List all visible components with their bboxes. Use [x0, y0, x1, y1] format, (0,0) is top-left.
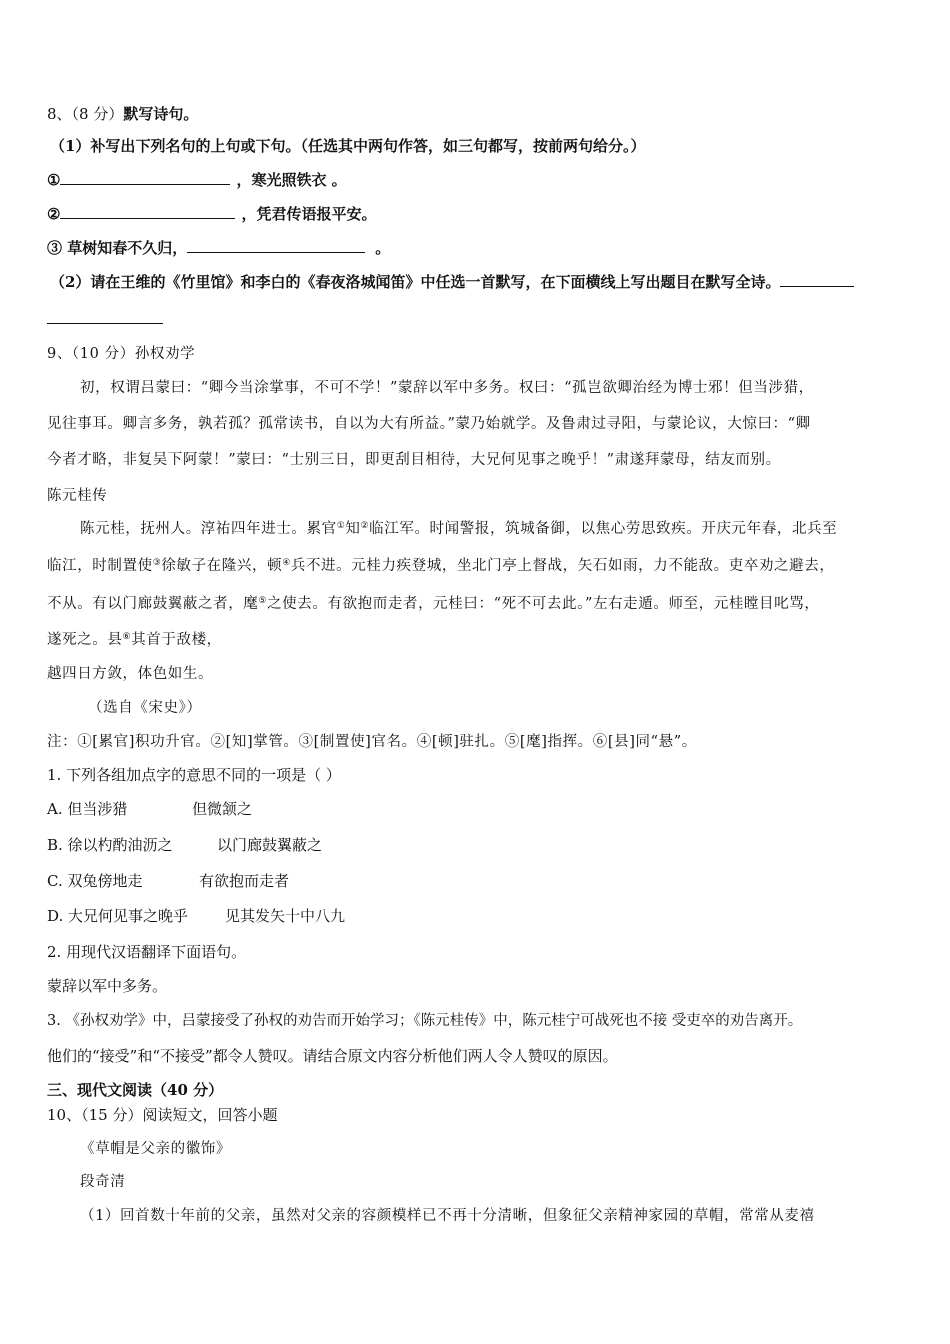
- q9-option-a[interactable]: [47, 799, 252, 819]
- option-text: 有欲抱而走者: [199, 872, 290, 890]
- q9-header: 9、（10 分）孙权劝学: [47, 346, 196, 362]
- q8-line1-text: ，寒光照铁衣 。: [236, 171, 347, 189]
- q9-sub2-sentence: 蒙辞以军中多务。: [47, 977, 168, 995]
- q8-part2-text: （2）请在王维的《竹里馆》和李白的《春夜洛城闻笛》中任选一首默写，在下面横线上写出题目在默写全诗。: [50, 273, 781, 291]
- q8-line2-text: ，凭君传语报平安。: [241, 205, 377, 223]
- q9-notes: 注：①[累官]积功升官。②[知]掌管。③[制置使]官名。④[顿]驻扎。⑤[麾]指挥。⑥[县]同“悬”。: [47, 734, 697, 750]
- q9-sub1: 1. 下列各组加点字的意思不同的一项是（ ）: [47, 766, 341, 784]
- text: 其首于敌楼，: [131, 632, 222, 648]
- q8-blank3[interactable]: [187, 238, 365, 253]
- text: 徐敏子在隆兴，顿: [161, 558, 283, 574]
- q9-p1-line: 见往事耳。卿言多务，孰若孤？孤常读书，自以为大有所益。”蒙乃始就学。及鲁肃过寻阳，与蒙论议，大惊曰：“卿: [47, 416, 811, 432]
- q9-p1-line: 初，权谓吕蒙曰：“卿今当涂掌事，不可不学！”蒙辞以军中多务。权曰：“孤岂欲卿治经为博士邪！但当涉猎，: [80, 380, 814, 396]
- q9-p2-line1: [80, 519, 837, 539]
- q10-article-title: 《草帽是父亲的徽饰》: [80, 1141, 231, 1157]
- note-marker: ④: [282, 558, 291, 568]
- text: 知: [345, 521, 361, 537]
- q10-p1: （1）回首数十年前的父亲，虽然对父亲的容颜模样已不再十分清晰，但象征父亲精神家园的草帽，常常从麦禧: [80, 1208, 815, 1224]
- note-marker: ①: [336, 521, 346, 531]
- note-marker: ⑤: [258, 596, 268, 606]
- note-marker: ⑥: [122, 632, 132, 642]
- q8-blank2[interactable]: [60, 204, 235, 219]
- q8-title: 默写诗句。: [123, 105, 199, 123]
- q8-blank5[interactable]: [47, 323, 163, 324]
- text: 兵不进。元桂力疾登城，坐北门亭上督战，矢石如雨，力不能敌。吏卒劝之避去，: [290, 558, 835, 574]
- text: 之使去。有欲抱而走者，元桂曰：“死不可去此。”左右走遁。师至，元桂瞠目叱骂，: [267, 596, 820, 612]
- q8-line1-mark: ①: [47, 171, 61, 189]
- option-text: D. 大兄何见事之晚乎: [47, 907, 189, 925]
- q9-sub3-line2: 他们的“接受”和“不接受”都令人赞叹。请结合原文内容分析他们两人令人赞叹的原因。: [47, 1047, 618, 1065]
- q8-line1: [47, 170, 347, 190]
- q8-number: 8、（8 分）: [47, 105, 124, 123]
- q9-option-c[interactable]: [47, 871, 289, 891]
- q9-title2: 陈元桂传: [47, 488, 108, 504]
- q8-part1: （1）补写出下列名句的上句或下句。（任选其中两句作答，如三句都写，按前两句给分。）: [50, 137, 646, 155]
- q8-header: [47, 104, 198, 124]
- q9-p2-line5: 越四日方敛，体色如生。: [47, 666, 214, 682]
- text: 陈元桂，抚州人。淳祐四年进士。累官: [80, 521, 337, 537]
- q8-line3-end: 。: [375, 239, 391, 257]
- q8-line3: [47, 238, 390, 258]
- q8-line3-text: ③ 草树知春不久归，: [47, 239, 188, 257]
- text: 临江军。时闻警报，筑城备御，以焦心劳思致疾。开庆元年春，北兵至: [369, 521, 838, 537]
- q8-line2-mark: ②: [47, 205, 61, 223]
- q8-blank1[interactable]: [60, 170, 230, 185]
- q9-source: （选自《宋史》）: [88, 700, 202, 716]
- q10-header: 10、（15 分）阅读短文，回答小题: [47, 1106, 278, 1124]
- option-text: 但微颔之: [192, 800, 253, 818]
- section3-title: 三、现代文阅读（40 分）: [47, 1081, 224, 1099]
- note-marker: ③: [152, 558, 162, 568]
- text: 临江，时制置使: [47, 558, 153, 574]
- q9-p2-line2: [47, 556, 834, 576]
- option-text: 见其发矢十中八九: [225, 907, 346, 925]
- q9-sub2: 2. 用现代汉语翻译下面语句。: [47, 943, 247, 961]
- option-text: 以门廊鼓翼蔽之: [217, 836, 323, 854]
- q10-author: 段奇清: [80, 1174, 126, 1190]
- q8-blank4[interactable]: [780, 272, 854, 287]
- note-marker: ②: [360, 521, 370, 531]
- q9-p2-line3: [47, 594, 819, 614]
- q9-p2-line4: [47, 630, 222, 650]
- option-text: B. 徐以杓酌油沥之: [47, 836, 173, 854]
- q9-option-b[interactable]: [47, 835, 322, 855]
- option-text: C. 双兔傍地走: [47, 872, 143, 890]
- q9-sub3-line1: 3. 《孙权劝学》中，吕蒙接受了孙权的劝告而开始学习；《陈元桂传》中，陈元桂宁可战死也不接 受吏卒的劝告离开。: [47, 1013, 803, 1029]
- option-text: A. 但当涉猎: [47, 800, 128, 818]
- q8-line2: [47, 204, 376, 224]
- q8-part2: [50, 272, 854, 292]
- text: 不从。有以门廊鼓翼蔽之者，麾: [47, 596, 259, 612]
- q9-p1-line: 今者才略，非复吴下阿蒙！”蒙曰：“士别三日，即更刮目相待，大兄何见事之晚乎！”肃遂拜蒙母，结友而别。: [47, 452, 781, 468]
- q9-option-d[interactable]: [47, 906, 345, 926]
- text: 遂死之。县: [47, 632, 123, 648]
